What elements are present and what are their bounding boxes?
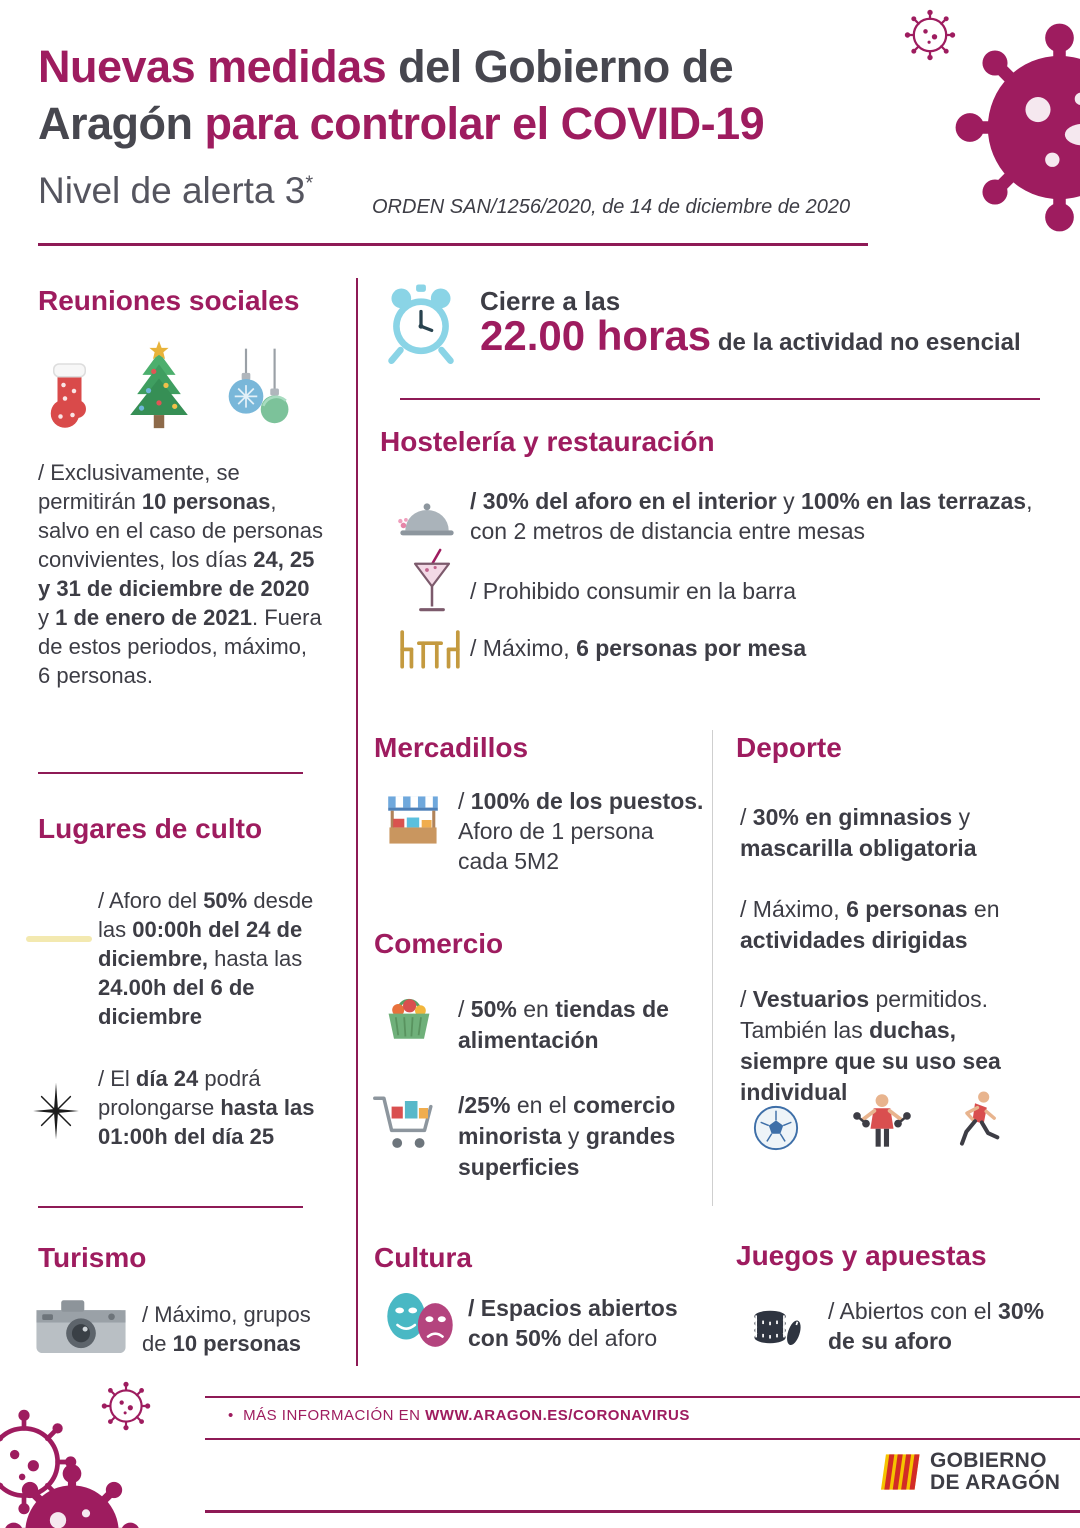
deporte-item-1: / 30% en gimnasios y mascarilla obligatoria: [740, 804, 977, 861]
alert-level-asterisk: *: [305, 172, 314, 195]
main-vertical-divider: [356, 278, 358, 1366]
deporte-item-3: / Vestuarios permitidos. También las duchas, siempre que su uso sea individual: [740, 986, 1001, 1105]
theater-masks-icon: [380, 1290, 460, 1352]
deporte-item-2: / Máximo, 6 personas en actividades dirigidas: [740, 896, 1000, 953]
alert-level: [38, 170, 313, 212]
poker-chips-icon: [748, 1290, 806, 1350]
order-reference: ORDEN SAN/1256/2020, de 14 de diciembre de 2020: [372, 196, 851, 218]
section-heading-juegos: Juegos y apuestas: [736, 1240, 987, 1271]
title-dark-2: Aragón: [38, 98, 205, 149]
header-divider: [38, 243, 868, 246]
footer-info: [228, 1407, 690, 1424]
christmas-tree-icon: [114, 340, 204, 436]
grocery-basket-icon: [378, 986, 440, 1046]
left-divider-2: [38, 1206, 303, 1208]
section-heading-deporte: Deporte: [736, 732, 842, 763]
hosteleria-item-3: / Máximo, 6 personas por mesa: [470, 635, 807, 661]
comercio-item-2: /25% en el comercio minorista y grandes superficies: [458, 1092, 676, 1180]
comercio-item-1: / 50% en tiendas de alimentación: [458, 996, 669, 1053]
candle-icon: [26, 936, 92, 942]
page-title: [38, 38, 764, 152]
mercadillos-item-1: / 100% de los puestos. Aforo de 1 persona cada 5M2: [458, 788, 704, 874]
footer-divider-bottom: [205, 1510, 1080, 1513]
shopping-cart-icon: [372, 1082, 442, 1162]
title-accent-2: para controlar el COVID-19: [204, 98, 765, 149]
soccer-ball-icon: [752, 1104, 800, 1152]
aragon-flag-icon: [878, 1450, 920, 1494]
logo-line-2: DE ARAGÓN: [930, 1471, 1061, 1494]
ornaments-icon: [220, 348, 298, 436]
cultura-item-1: / Espacios abiertos con 50% del aforo: [468, 1295, 678, 1351]
reuniones-body: / Exclusivamente, se permitirán 10 personas, salvo en el caso de personas convivientes, los días 24, 25 y 31 de diciembre de 2020 y 1 de enero de 2021. Fuera de estos periodos, máximo, 6 personas.: [38, 460, 323, 688]
juegos-item-1: / Abiertos con el 30% de su aforo: [828, 1298, 1045, 1354]
hosteleria-item-1: / 30% del aforo en el interior y 100% en las terrazas, con 2 metros de distancia entre mesas: [470, 488, 1033, 544]
culto-item-1: / Aforo del 50% desde las 00:00h del 24 de diciembre, hasta las 24.00h del 6 de diciembre: [98, 888, 314, 1029]
section-heading-cultura: Cultura: [374, 1242, 472, 1273]
cloche-icon: [396, 492, 458, 544]
hosteleria-item-2: / Prohibido consumir en la barra: [470, 578, 796, 604]
title-dark-1: del Gobierno de: [386, 41, 734, 92]
page-title-line-1: [38, 38, 764, 95]
section-heading-comercio: Comercio: [374, 928, 504, 959]
section-heading-turismo: Turismo: [38, 1242, 147, 1273]
alarm-clock-icon: [380, 280, 462, 366]
table-chairs-icon: [396, 628, 464, 672]
section-heading-reuniones: Reuniones sociales: [38, 285, 300, 316]
cierre-divider: [400, 398, 1040, 400]
runner-icon: [944, 1086, 1006, 1154]
market-stall-icon: [382, 788, 444, 852]
page-title-line-2: [38, 95, 764, 152]
cierre-tail: de la actividad no esencial: [711, 329, 1021, 356]
cierre-line-1: Cierre a las: [480, 286, 621, 316]
turismo-item-1: / Máximo, grupos de 10 personas: [142, 1302, 311, 1356]
cierre-line-2: [480, 312, 1021, 360]
footer-bullet: •: [228, 1407, 234, 1424]
camera-icon: [30, 1292, 132, 1358]
sparkle-star-icon: [26, 1080, 86, 1142]
virus-icon: [903, 8, 957, 62]
logo-text: [930, 1450, 1060, 1494]
virus-icon: [952, 20, 1080, 235]
christmas-icons: [38, 336, 318, 436]
cierre-time: 22.00 horas: [480, 312, 712, 359]
columns-divider: [712, 730, 713, 1206]
weightlifter-icon: [850, 1090, 914, 1156]
left-divider-1: [38, 772, 303, 774]
gobierno-aragon-logo: [878, 1450, 1060, 1494]
christmas-stocking-icon: [38, 352, 98, 436]
cocktail-icon: [410, 545, 454, 619]
footer-info-prefix: MÁS INFORMACIÓN EN: [243, 1407, 426, 1424]
alert-level-text: Nivel de alerta 3: [38, 170, 306, 211]
section-heading-hosteleria: Hostelería y restauración: [380, 426, 715, 457]
virus-icon: [100, 1380, 152, 1432]
virus-icon: [2, 1462, 142, 1528]
title-accent-1: Nuevas medidas: [38, 41, 387, 92]
culto-item-2: / El día 24 podrá prolongarse hasta las 01:00h del día 25: [98, 1066, 315, 1149]
section-heading-culto: Lugares de culto: [38, 813, 263, 844]
footer-divider-middle: [205, 1438, 1080, 1440]
footer-divider-top: [205, 1396, 1080, 1398]
footer-info-link[interactable]: WWW.ARAGON.ES/CORONAVIRUS: [425, 1407, 690, 1424]
logo-line-1: GOBIERNO: [930, 1449, 1047, 1472]
section-heading-mercadillos: Mercadillos: [374, 732, 529, 763]
